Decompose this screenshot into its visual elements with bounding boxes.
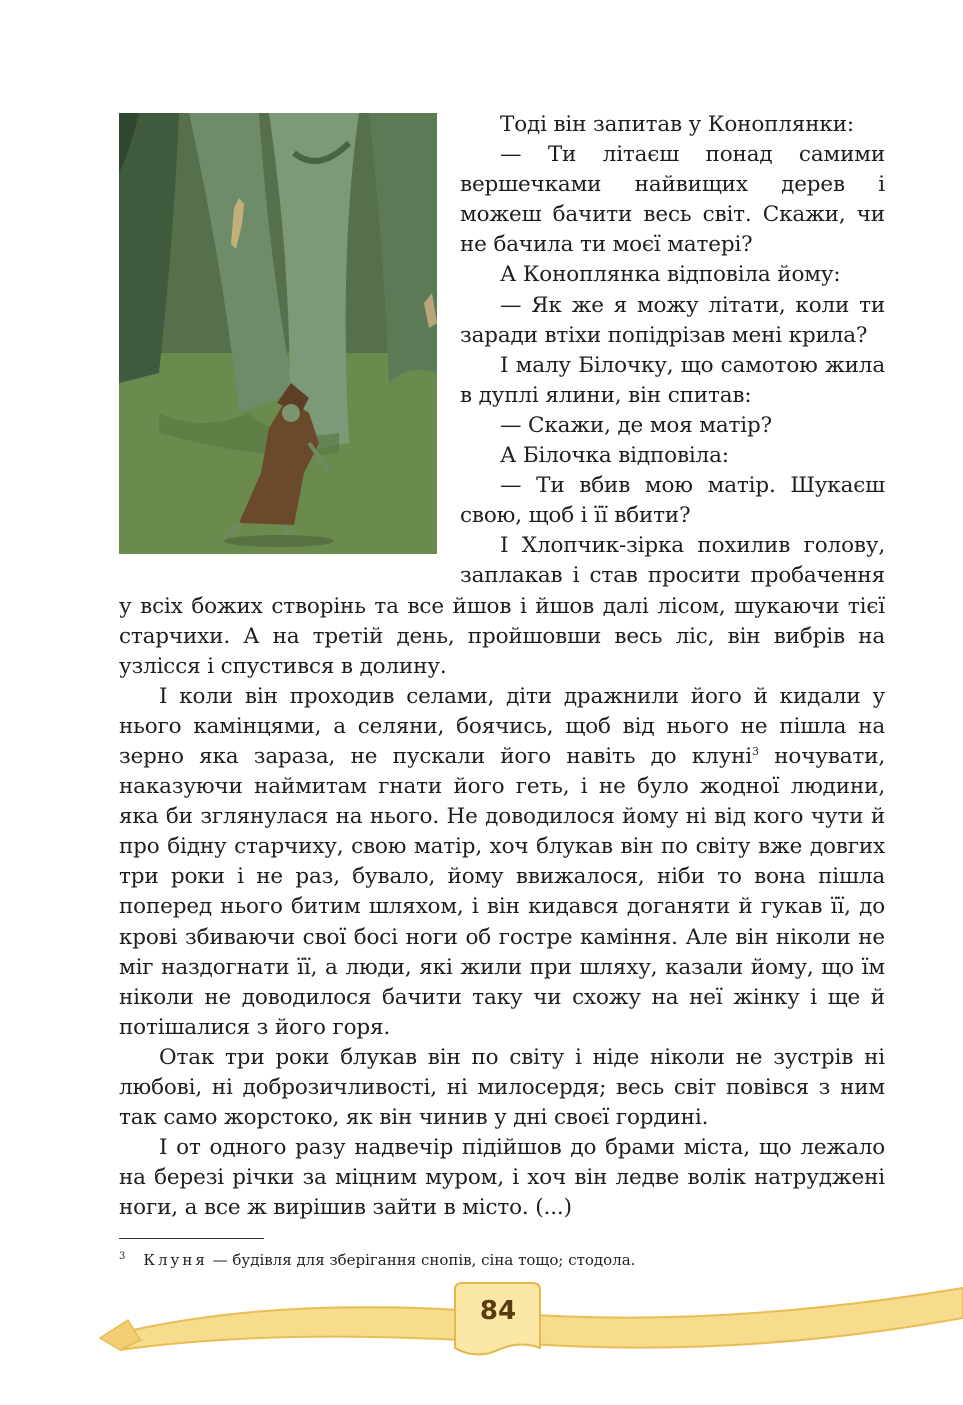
paragraph: І малу Білочку, що самотою жила в дуплі ялини, він спитав:: [460, 352, 885, 408]
paragraph: — Скажи, де моя матір?: [500, 412, 772, 438]
footnote-term: Клуня: [143, 1251, 208, 1269]
paragraph: — Ти вбив мою матір. Шукаєш свою, щоб і її вбити?: [460, 473, 885, 529]
paragraph: — Ти літаєш понад самими вершечками найвищих дерев і можеш бачити весь світ. Скажи, чи не бачила ти моєї матері?: [460, 142, 885, 258]
paragraph-text: І коли він проходив селами, діти дражнили його й кидали у нього камінцями, а селяни, боячись, щоб від нього не пішла на зерно яка зараза, не пускали його навіть до клуні: [119, 683, 885, 769]
paragraph: — Як же я можу літати, коли ти заради втіхи попідрізав мені крила?: [460, 292, 885, 348]
paragraph-with-footnote: [119, 682, 885, 1043]
story-text: [119, 110, 885, 1223]
paragraph: Отак три роки блукав він по світу і ніде ніколи не зустрів ні любові, ні доброзичливості, ні милосердя; весь світ повівся з ним так само жорстоко, як він чинив у дні своєї гордині.: [119, 1044, 885, 1131]
paragraph-text: ночувати, наказуючи наймитам гнати його геть, і не було жодної людини, яка би зглянулася на нього. Не доводилося йому ні від кого чути й про бідну старчиху, свою матір, хоч блукав він по світу вже довгих три роки і не раз, бувало, йому ввижалося, ніби то вона пішла поперед нього битим шляхом, і він кидався доганяти й гукав її, до крові збиваючи свої босі ноги об гостре каміння. Але він ніколи не міг наздогнати її, а люди, які жили при шляху, казали йому, що їм ніколи не доводилося бачити таку чи схожу на неї жінку і ще й потішалися з його горя.: [119, 743, 885, 1040]
footnote-mark: 3: [119, 1251, 126, 1262]
page-number: 84: [479, 1296, 517, 1326]
paragraph: І от одного разу надвечір підійшов до брами міста, що лежало на березі річки за міцним муром, і хоч він ледве волік натруджені ноги, а все ж вирішив зайти в місто. (...): [119, 1135, 885, 1221]
paragraph: І Хлопчик-зірка похилив голову, заплакав і став просити пробачення у всіх божих створінь та все йшов і йшов далі лісом, шукаючи тієї старчихи. А на третій день, пройшовши весь ліс, він вибрів на узлісся і спустився в долину.: [119, 533, 885, 679]
footnote: [119, 1246, 885, 1271]
paragraph: А Білочка відповіла:: [500, 443, 729, 469]
footnote-reference[interactable]: 3: [752, 744, 759, 758]
footnote-definition: — будівля для зберігання снопів, сіна тощо; стодола.: [207, 1251, 636, 1269]
footnote-divider: [119, 1238, 264, 1239]
illustration-spacer: [119, 110, 460, 562]
paragraph: Тоді він запитав у Коноплянки:: [500, 112, 854, 137]
paragraph: А Коноплянка відповіла йому:: [500, 262, 841, 288]
